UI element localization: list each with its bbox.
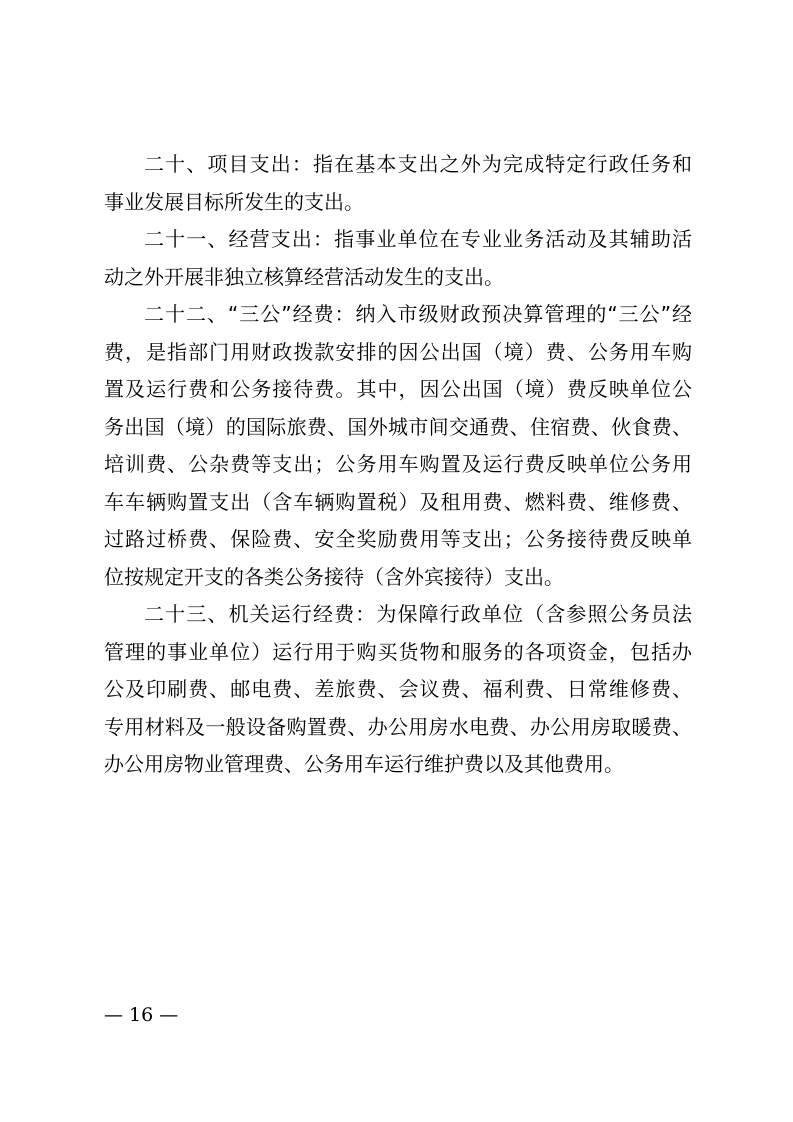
text-line: 位按规定开支的各类公务接待（含外宾接待）支出。 [104,564,564,589]
page-number: — 16 — [104,1004,179,1026]
text-line: 二十一、经营支出：指事业单位在专业业务活动及其辅助活 [144,227,692,251]
paragraph-operating-expenditure [104,221,692,296]
text-line: 过路过桥费、保险费、安全奖励费用等支出；公务接待费反映单 [104,527,692,551]
text-line: 专用材料及一般设备购置费、办公用房水电费、办公用房取暖费、 [104,714,692,739]
text-line: 务出国（境）的国际旅费、国外城市间交通费、住宿费、伙食费、 [104,414,692,439]
text-line: 二十二、“三公”经费：纳入市级财政预决算管理的“三公”经 [144,302,692,326]
text-line: 二十三、机关运行经费：为保障行政单位（含参照公务员法 [144,602,692,626]
text-line: 动之外开展非独立核算经营活动发生的支出。 [104,264,504,289]
text-line: 事业发展目标所发生的支出。 [104,189,364,214]
paragraph-project-expenditure [104,146,692,221]
text-line: 二十、项目支出：指在基本支出之外为完成特定行政任务和 [144,152,692,176]
paragraph-three-public-expenses [104,296,692,596]
text-line: 公及印刷费、邮电费、差旅费、会议费、福利费、日常维修费、 [104,677,692,701]
text-line: 办公用房物业管理费、公务用车运行维护费以及其他费用。 [104,752,624,776]
text-line: 培训费、公杂费等支出；公务用车购置及运行费反映单位公务用 [104,452,692,476]
body-text [104,146,692,784]
text-line: 费，是指部门用财政拨款安排的因公出国（境）费、公务用车购 [104,339,692,364]
text-line: 管理的事业单位）运行用于购买货物和服务的各项资金，包括办 [104,639,692,664]
text-line: 车车辆购置支出（含车辆购置税）及租用费、燃料费、维修费、 [104,489,692,514]
paragraph-agency-operating-expenses [104,596,692,784]
text-line: 置及运行费和公务接待费。其中，因公出国（境）费反映单位公 [104,377,692,401]
